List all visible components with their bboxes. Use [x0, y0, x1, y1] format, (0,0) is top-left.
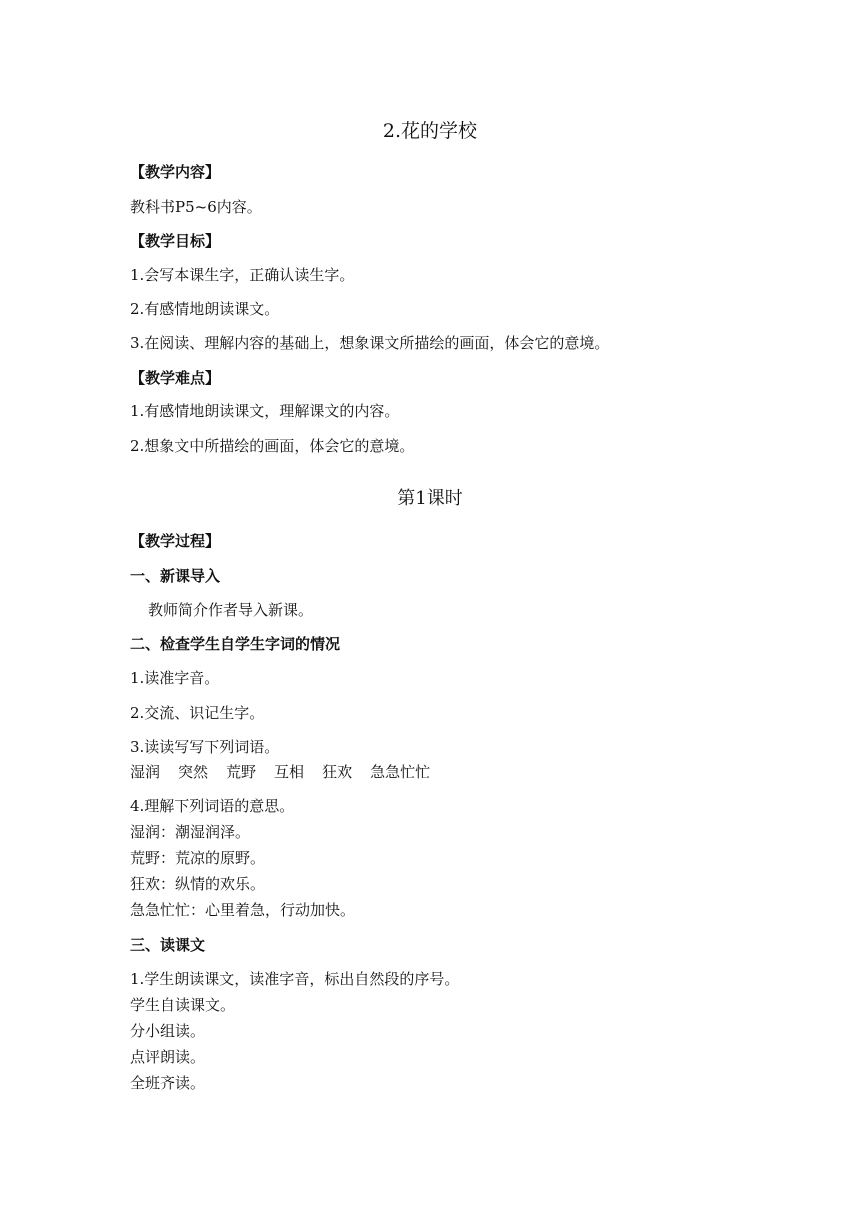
section2-item4: 4.理解下列词语的意思。 — [130, 797, 295, 815]
definition: 急急忙忙：心里着急，行动加快。 — [130, 901, 356, 919]
goal-item: 3.在阅读、理解内容的基础上，想象课文所描绘的画面，体会它的意境。 — [130, 334, 610, 352]
word: 急急忙忙 — [370, 763, 431, 781]
word: 荒野 — [226, 763, 257, 781]
definition: 荒野：荒凉的原野。 — [130, 849, 266, 867]
section2-item: 3.读读写写下列词语。 — [130, 738, 280, 756]
definition: 狂欢：纵情的欢乐。 — [130, 875, 266, 893]
document-title: 2.花的学校 — [382, 120, 478, 142]
goals-heading: 【教学目标】 — [130, 232, 221, 250]
section3-line: 点评朗读。 — [130, 1048, 206, 1066]
difficulty-item: 2.想象文中所描绘的画面，体会它的意境。 — [130, 437, 415, 455]
word: 狂欢 — [322, 763, 353, 781]
content-heading: 【教学内容】 — [130, 163, 221, 181]
section1-heading: 一、新课导入 — [130, 567, 221, 585]
definition: 湿润：潮湿润泽。 — [130, 823, 251, 841]
section2-item: 2.交流、识记生字。 — [130, 704, 265, 722]
section2-item: 1.读准字音。 — [130, 669, 220, 687]
difficulty-heading: 【教学难点】 — [130, 369, 221, 387]
word: 互相 — [274, 763, 305, 781]
section3-heading: 三、读课文 — [130, 936, 206, 954]
section3-line: 1.学生朗读课文，读准字音，标出自然段的序号。 — [130, 970, 460, 988]
goal-item: 1.会写本课生字，正确认读生字。 — [130, 266, 355, 284]
section3-line: 分小组读。 — [130, 1022, 206, 1040]
goal-item: 2.有感情地朗读课文。 — [130, 300, 280, 318]
word: 突然 — [178, 763, 209, 781]
content-text: 教科书P5~6内容。 — [130, 198, 262, 216]
word-list — [130, 762, 448, 782]
lesson-title: 第1课时 — [397, 488, 463, 509]
section3-line: 全班齐读。 — [130, 1074, 206, 1092]
process-heading: 【教学过程】 — [130, 532, 221, 550]
word: 湿润 — [130, 763, 161, 781]
section2-heading: 二、检查学生自学生字词的情况 — [130, 635, 341, 653]
section3-line: 学生自读课文。 — [130, 996, 236, 1014]
difficulty-item: 1.有感情地朗读课文，理解课文的内容。 — [130, 402, 400, 420]
section1-text: 教师简介作者导入新课。 — [148, 601, 314, 619]
